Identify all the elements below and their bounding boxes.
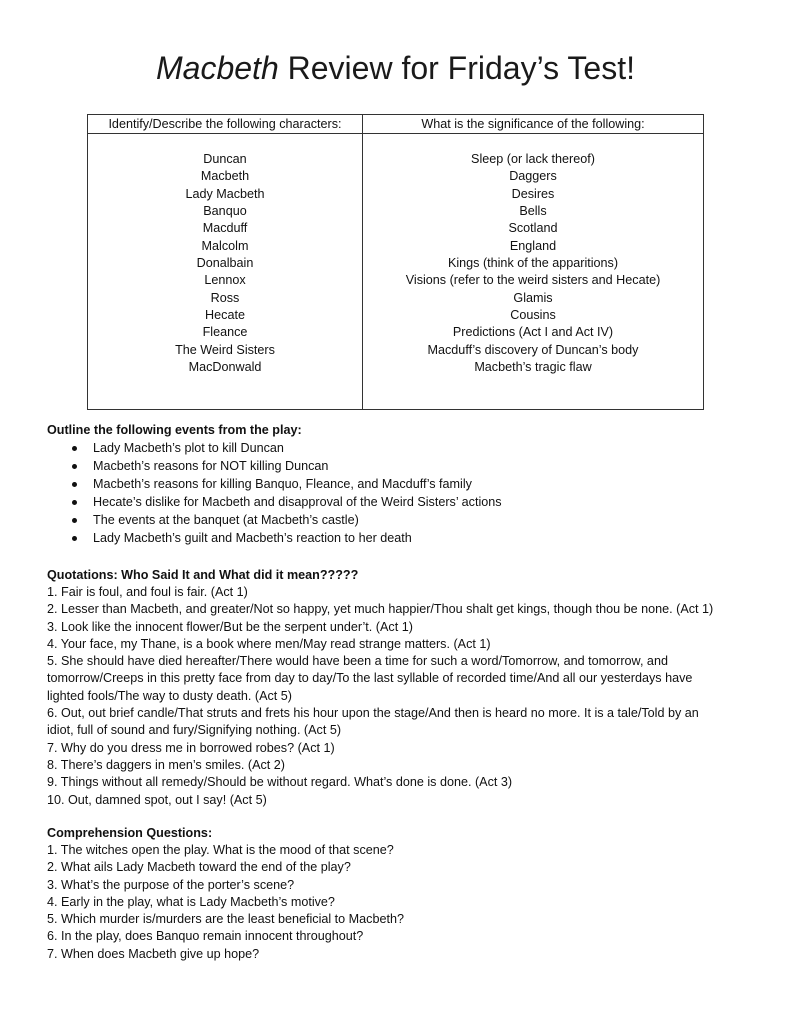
quotation-line: 8. There’s daggers in men’s smiles. (Act 2) (47, 757, 285, 772)
outline-list (47, 439, 767, 547)
significance-item: Bells (519, 204, 547, 219)
bullet-icon (72, 464, 77, 469)
bullet-icon (72, 536, 77, 541)
character-item: Macbeth (200, 169, 250, 184)
significance-list (363, 151, 703, 376)
significance-item: Glamis (513, 290, 553, 305)
review-table (87, 114, 704, 410)
quotations-list (47, 584, 767, 809)
quotation-line: 3. Look like the innocent flower/But be the serpent under’t. (Act 1) (47, 619, 413, 634)
significance-item: Kings (think of the apparitions) (447, 256, 619, 271)
bullet-icon (72, 482, 77, 487)
quotations-section (47, 566, 767, 809)
character-item: Ross (210, 290, 240, 305)
significance-header: What is the significance of the following: (363, 115, 703, 134)
outline-item (47, 475, 767, 493)
outline-section (47, 421, 767, 547)
characters-header: Identify/Describe the following characters: (88, 115, 362, 134)
comprehension-section (47, 824, 767, 963)
outline-item-text: Lady Macbeth’s guilt and Macbeth’s reaction to her death (93, 531, 412, 545)
quotations-heading: Quotations: Who Said It and What did it mean????? (47, 568, 359, 582)
significance-item: Desires (511, 186, 555, 201)
outline-item-text: Hecate’s dislike for Macbeth and disapproval of the Weird Sisters’ actions (93, 495, 502, 509)
quotation-line: 2. Lesser than Macbeth, and greater/Not so happy, yet much happier/Thou shalt get kings, though thou be none. (Act 1) (47, 602, 714, 617)
character-item: Banquo (203, 204, 247, 219)
quotation-line: 6. Out, out brief candle/That struts and frets his hour upon the stage/And then is heard no more. It is a tale/Told by an (47, 706, 699, 721)
comprehension-list (47, 842, 767, 963)
title-play-name: Macbeth (156, 50, 279, 86)
significance-item: Sleep (or lack thereof) (471, 152, 595, 166)
significance-item: Scotland (508, 221, 558, 236)
bullet-icon (72, 500, 77, 505)
question-item: 4. Early in the play, what is Lady Macbeth’s motive? (47, 894, 335, 909)
quotation-line: tomorrow/Creeps in this pretty face from day to day/To the last syllable of recorded time/And all our yesterdays have (47, 671, 693, 686)
quotation-line: lighted fools/The way to dusty death. (Act 5) (47, 688, 293, 703)
character-item: Malcolm (201, 238, 249, 253)
quotation-line: 10. Out, damned spot, out I say! (Act 5) (47, 792, 267, 807)
page-title (0, 50, 791, 87)
outline-item (47, 457, 767, 475)
character-item: Lady Macbeth (185, 186, 265, 201)
outline-item (47, 439, 767, 457)
title-rest: Review for Friday’s Test! (278, 50, 635, 86)
bullet-icon (72, 446, 77, 451)
question-item: 1. The witches open the play. What is the mood of that scene? (47, 843, 394, 857)
significance-item: Visions (refer to the weird sisters and Hecate) (405, 273, 661, 288)
character-item: Donalbain (196, 256, 254, 271)
character-item: Fleance (202, 325, 248, 340)
outline-item (47, 493, 767, 511)
quotation-line: 1. Fair is foul, and foul is fair. (Act 1) (47, 585, 248, 599)
significance-item: Daggers (509, 169, 557, 184)
quotation-line: 5. She should have died hereafter/There would have been a time for such a word/Tomorrow, and tomorrow, and (47, 654, 668, 669)
quotation-line: 7. Why do you dress me in borrowed robes? (Act 1) (47, 740, 335, 755)
outline-item-text: Macbeth’s reasons for NOT killing Duncan (93, 459, 329, 473)
significance-item: Macbeth’s tragic flaw (474, 360, 592, 375)
character-item: Macduff (202, 221, 248, 236)
outline-item-text: Macbeth’s reasons for killing Banquo, Fleance, and Macduff’s family (93, 477, 472, 491)
outline-item (47, 511, 767, 529)
character-item: The Weird Sisters (175, 342, 275, 357)
comprehension-heading: Comprehension Questions: (47, 826, 213, 840)
character-item: Lennox (204, 273, 246, 288)
significance-item: England (509, 238, 557, 253)
question-item: 3. What’s the purpose of the porter’s scene? (47, 877, 295, 892)
outline-item-text: The events at the banquet (at Macbeth’s castle) (93, 513, 359, 527)
character-item: Duncan (203, 152, 247, 166)
outline-heading: Outline the following events from the play: (47, 423, 302, 437)
characters-column (88, 115, 363, 409)
quotation-line: idiot, full of sound and fury/Signifying nothing. (Act 5) (47, 723, 342, 738)
characters-list (88, 151, 362, 376)
outline-item (47, 529, 767, 547)
question-item: 2. What ails Lady Macbeth toward the end of the play? (47, 860, 351, 875)
quotation-line: 9. Things without all remedy/Should be without regard. What’s done is done. (Act 3) (47, 775, 513, 790)
character-item: MacDonwald (188, 360, 262, 375)
significance-column (363, 115, 703, 409)
question-item: 5. Which murder is/murders are the least beneficial to Macbeth? (47, 912, 404, 927)
question-item: 7. When does Macbeth give up hope? (47, 946, 260, 961)
significance-item: Predictions (Act I and Act IV) (452, 325, 614, 340)
quotation-line: 4. Your face, my Thane, is a book where men/May read strange matters. (Act 1) (47, 636, 491, 651)
bullet-icon (72, 518, 77, 523)
significance-item: Cousins (510, 308, 556, 323)
significance-item: Macduff’s discovery of Duncan’s body (427, 342, 639, 357)
character-item: Hecate (205, 308, 245, 323)
question-item: 6. In the play, does Banquo remain innocent throughout? (47, 929, 364, 944)
outline-item-text: Lady Macbeth’s plot to kill Duncan (93, 441, 284, 455)
